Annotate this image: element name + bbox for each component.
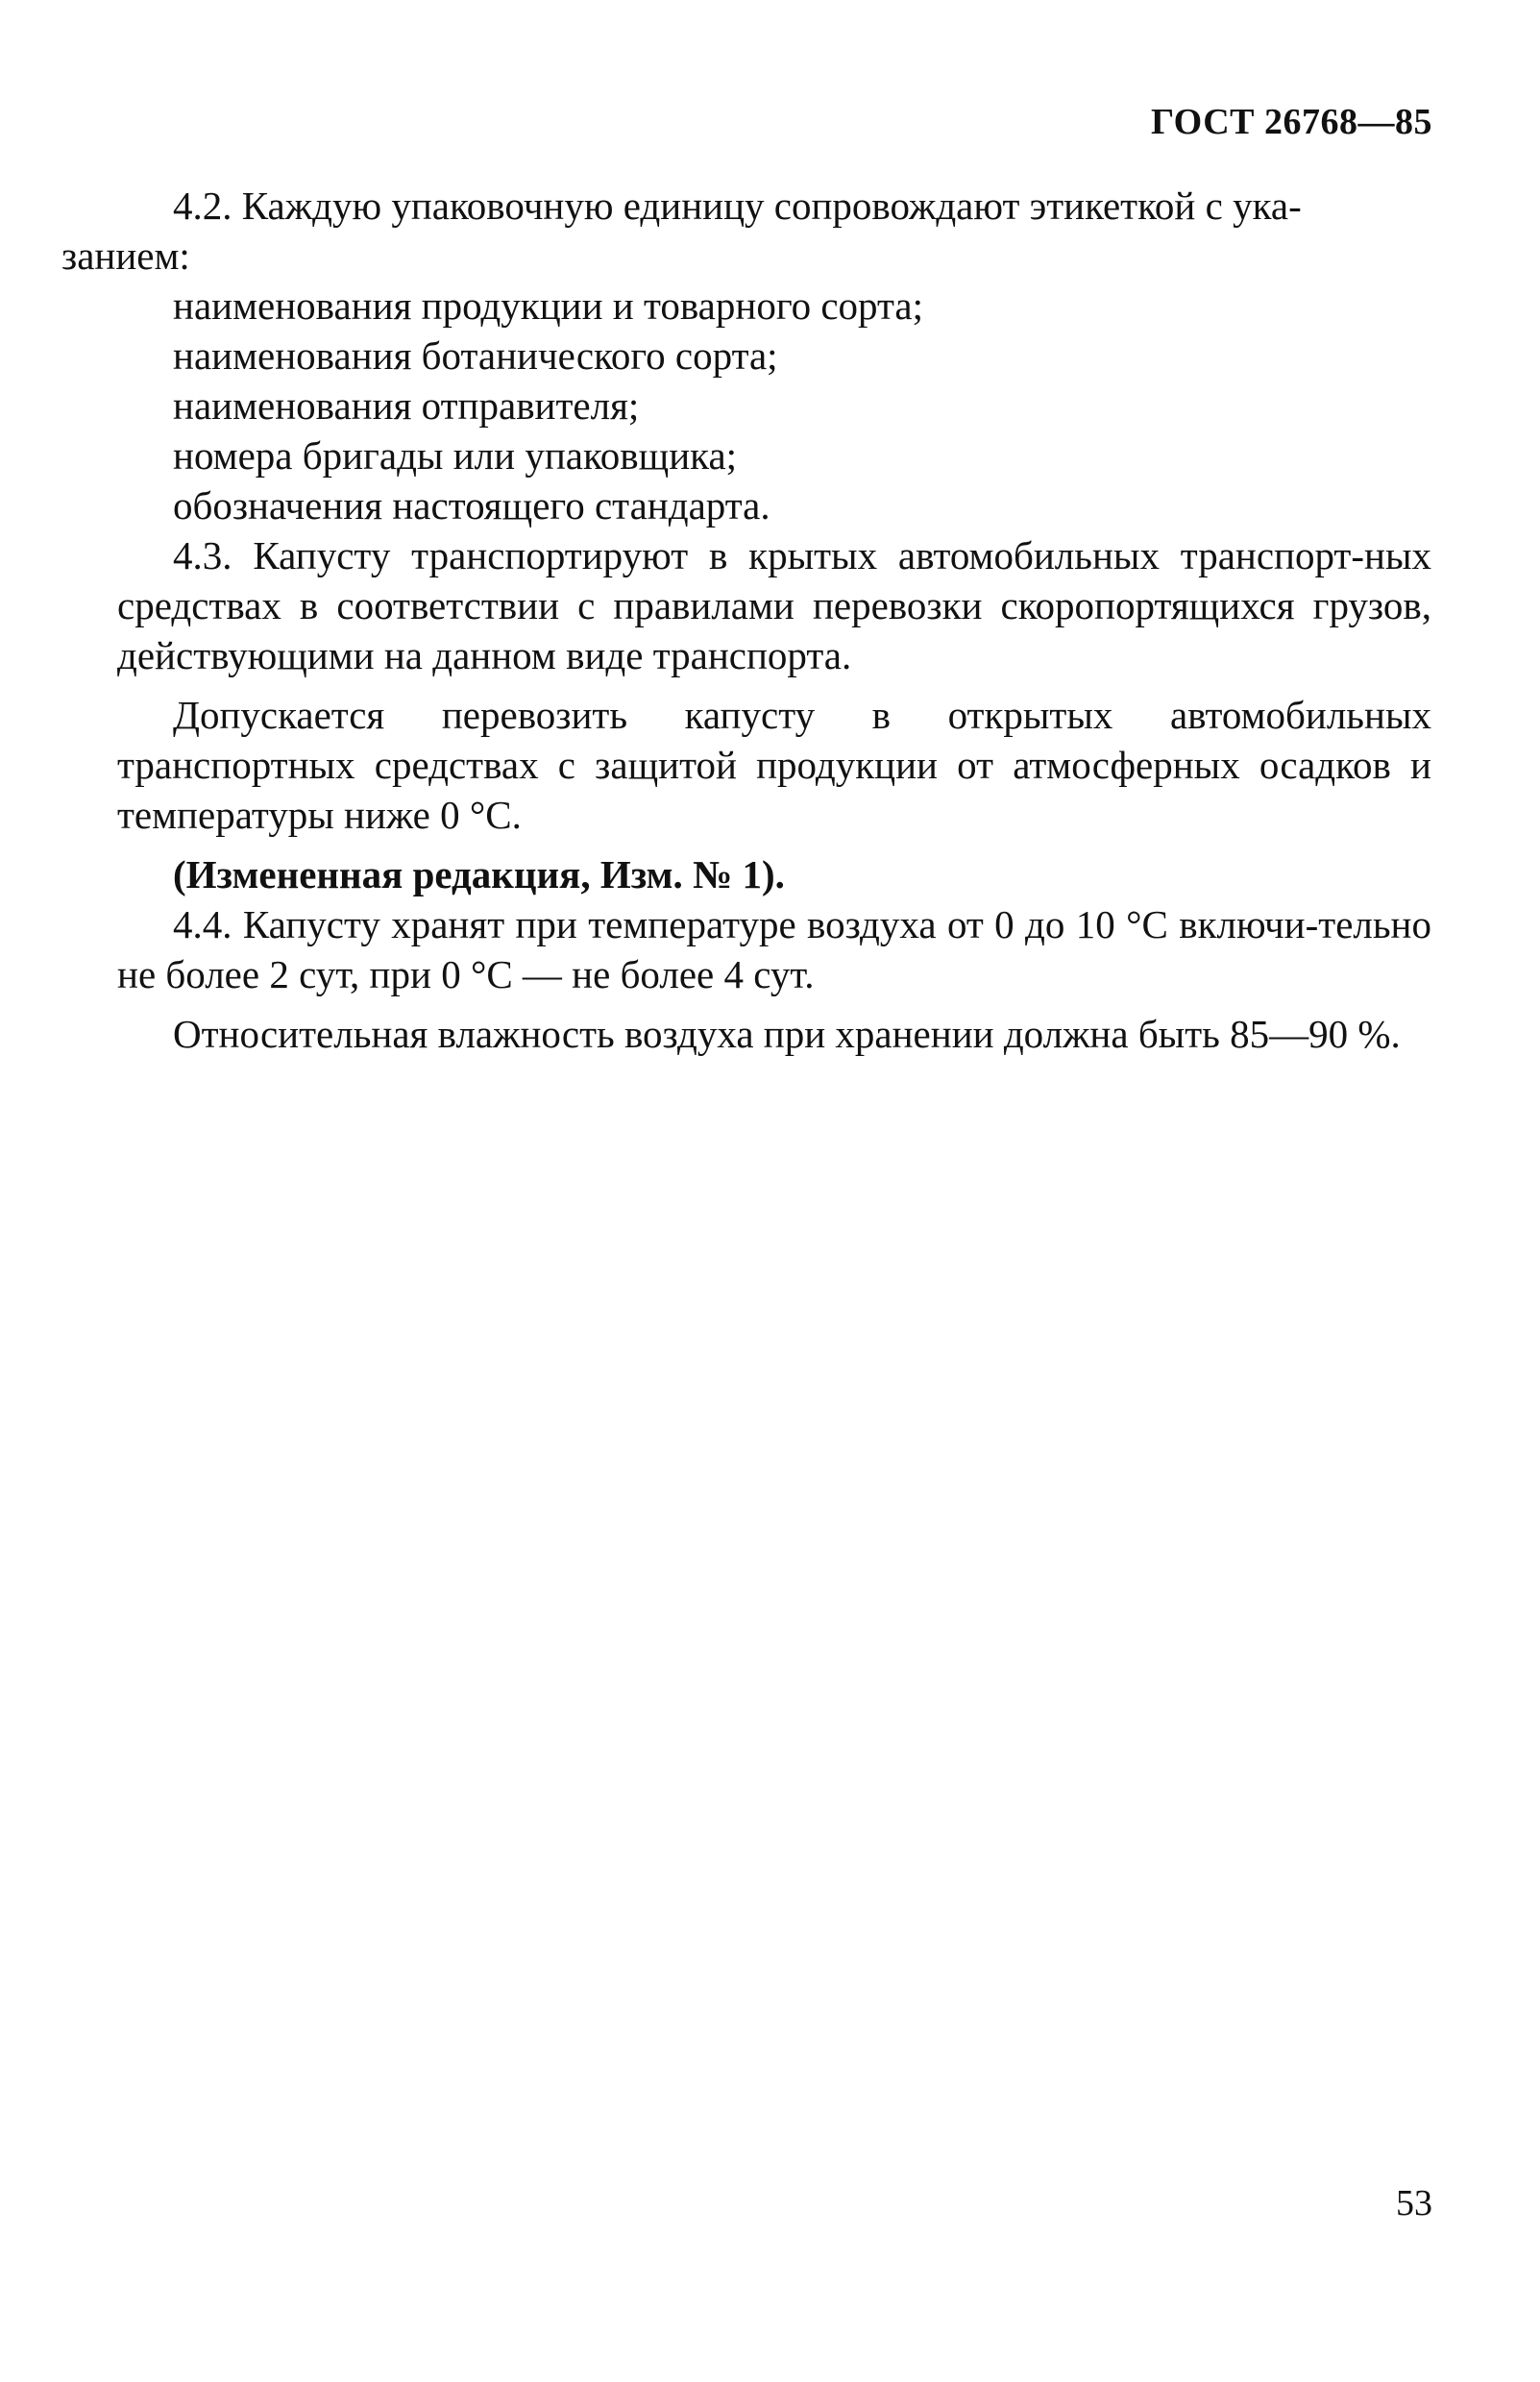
amendment-note: (Измененная редакция, Изм. № 1). xyxy=(173,852,785,896)
list-item: наименования ботанического сорта; xyxy=(173,333,778,378)
list-item: наименования продукции и товарного сорта; xyxy=(173,283,924,328)
list-item: обозначения настоящего стандарта. xyxy=(173,483,770,528)
paragraph-4-2-intro xyxy=(61,181,1431,281)
document-header: ГОСТ 26768—85 xyxy=(1150,102,1432,142)
paragraph-transport-note: Допускается перевозить капусту в открытых автомобильных транспортных средствах с защитой продукции от атмосферных осадков и температуры ниже 0 °С. xyxy=(117,693,1431,837)
list-item: номера бригады или упаковщика; xyxy=(173,433,738,478)
paragraph-4-2-text: 4.2. Каждую упаковочную единицу сопровождают этикеткой с ука- xyxy=(173,184,1302,228)
paragraph-4-4: 4.4. Капусту хранят при температуре воздуха от 0 до 10 °С включи-тельно не более 2 сут, при 0 °С — не более 4 сут. xyxy=(117,902,1431,996)
paragraph-4-3: 4.3. Капусту транспортируют в крытых автомобильных транспорт-ных средствах в соответствии с правилами перевозки скоропортящихся грузов, действующими на данном виде транспорта. xyxy=(117,533,1431,677)
list-item: наименования отправителя; xyxy=(173,383,640,428)
page-number: 53 xyxy=(1396,2183,1432,2223)
paragraph-4-2-continuation: занием: xyxy=(61,233,190,278)
document-body xyxy=(61,181,1431,1059)
paragraph-humidity: Относительная влажность воздуха при хранении должна быть 85—90 %. xyxy=(173,1012,1401,1056)
